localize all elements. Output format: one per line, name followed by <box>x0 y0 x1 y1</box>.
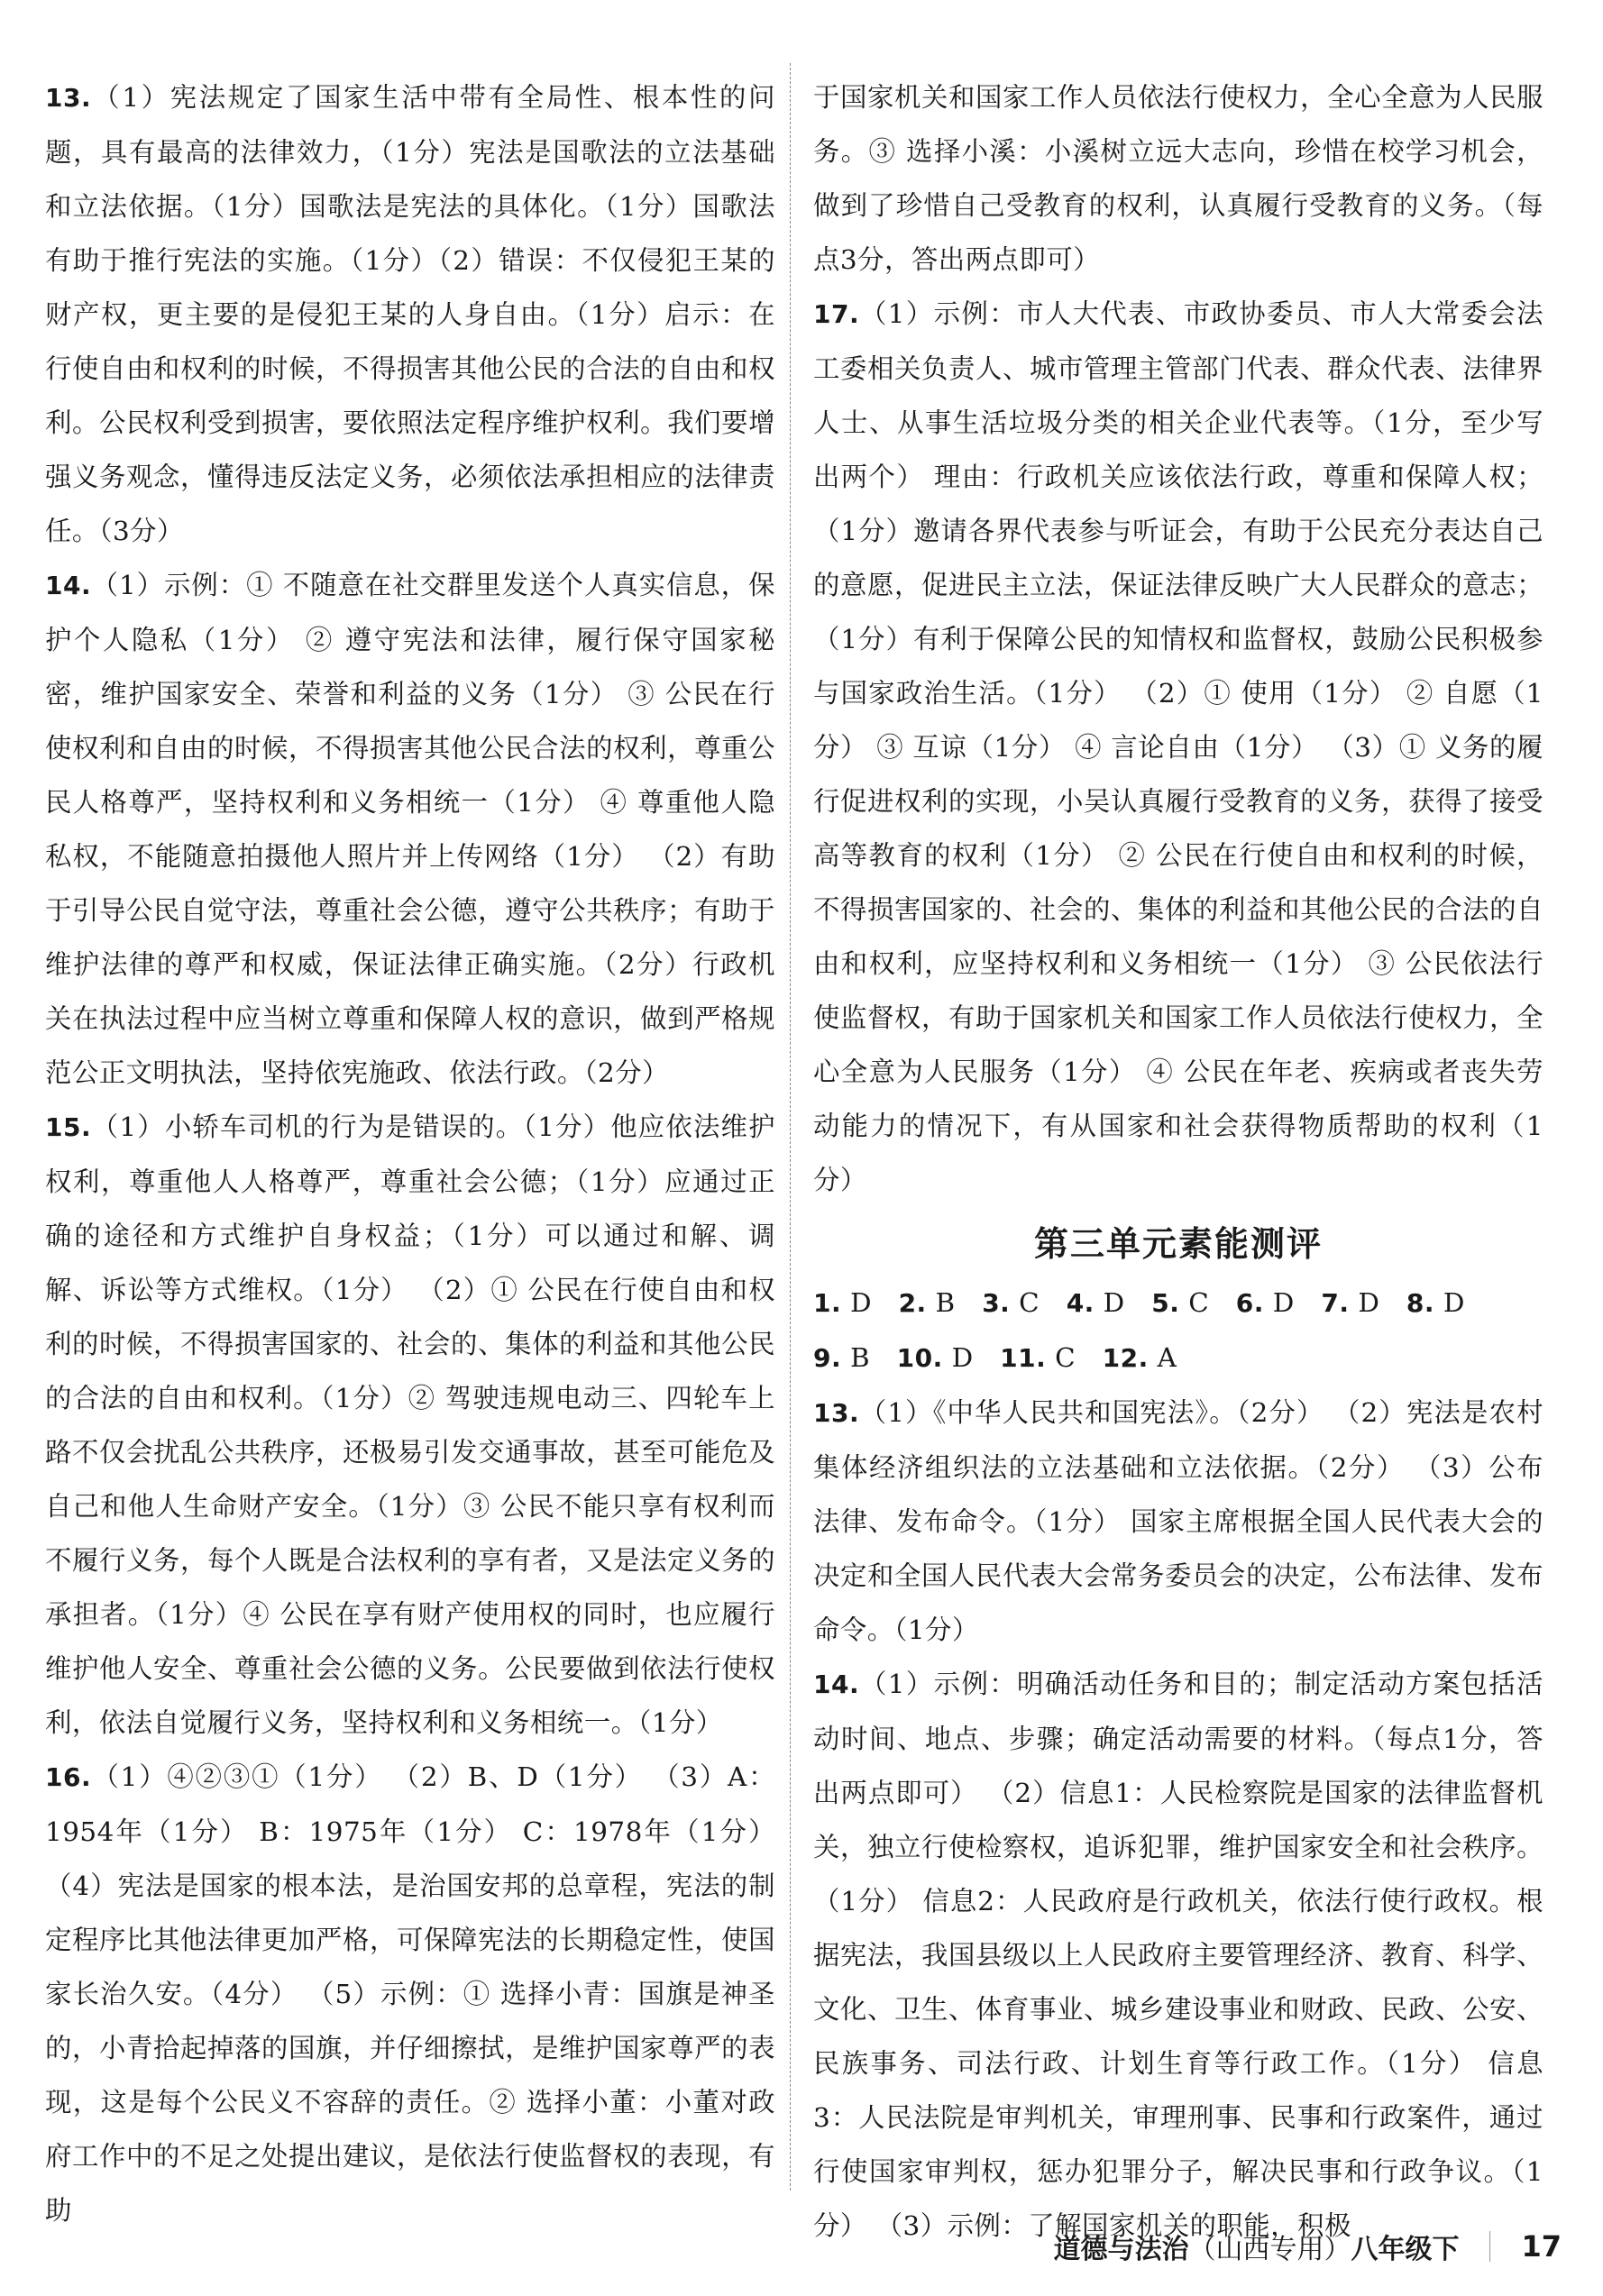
answer-17: 17.（1）示例：市人大代表、市政协委员、市人大常委会法工委相关负责人、城市管理主管部门代表、群众代表、法律界人士、从事生活垃圾分类的相关企业代表等。（1分，至少写出两个） 理由：行政机关应该依法行政，尊重和保障人权；（1分）邀请各界代表参与听证会，有助于公民充分表达自己的意愿，促进民主立法，保证法律反映广大人民群众的意志；（1分）有利于保障公民的知情权和监督权，鼓励公民积极参与国家政治生活。（1分） （2）① 使用（1分） ② 自愿（1分） ③ 互谅（1分） ④ 言论自由（1分） （3）① 义务的履行促进权利的实现，小吴认真履行受教育的义务，获得了接受高等教育的权利（1分） ② 公民在行使自由和权利的时候，不得损害国家的、社会的、集体的利益和其他公民的合法的自由和权利，应坚持权利和义务相统一（1分） ③ 公民依法行使监督权，有助于国家机关和国家工作人员依法行使权力，全心全意为人民服务（1分） ④ 公民在年老、疾病或者丧失劳动能力的情况下，有从国家和社会获得物质帮助的权利（1分） <box>813 298 1543 1195</box>
answer-13: 13.（1）宪法规定了国家生活中带有全局性、根本性的问题，具有最高的法律效力，（1分）宪法是国歌法的立法基础和立法依据。（1分）国歌法是宪法的具体化。（1分）国歌法有助于推行宪法的实施。（1分）（2）错误：不仅侵犯王某的财产权，更主要的是侵犯王某的人身自由。（1分）启示：在行使自由和权利的时候，不得损害其他公民的合法的自由和权利。公民权利受到损害，要依照法定程序维护权利。我们要增强义务观念，懂得违反法定义务，必须依法承担相应的法律责任。（3分） <box>45 82 775 546</box>
footer-subject: 道德与法治 <box>1053 2234 1189 2265</box>
right-column <box>813 70 1543 2253</box>
answer-15: 15.（1）小轿车司机的行为是错误的。（1分）他应依法维护权利，尊重他人人格尊严，尊重社会公德；（1分）应通过正确的途径和方式维护自身权益；（1分）可以通过和解、调解、诉讼等方式维权。（1分） （2）① 公民在行使自由和权利的时候，不得损害国家的、社会的、集体的利益和其他公民的合法的自由和权利。（1分）② 驾驶违规电动三、四轮车上路不仅会扰乱公共秩序，还极易引发交通事故，甚至可能危及自己和他人生命财产安全。（1分）③ 公民不能只享有权利而不履行义务，每个人既是合法权利的享有者，又是法定义务的承担者。（1分）④ 公民在享有财产使用权的同时，也应履行维护他人安全、尊重社会公德的义务。公民要做到依法行使权利，依法自觉履行义务，坚持权利和义务相统一。（1分） <box>45 1111 775 1738</box>
unit3-answer-14: 14.（1）示例：明确活动任务和目的；制定活动方案包括活动时间、地点、步骤；确定活动需要的材料。（每点1分，答出两点即可） （2）信息1：人民检察院是国家的法律监督机关，独立行使检察权，追诉犯罪，维护国家安全和社会秩序。（1分） 信息2：人民政府是行政机关，依法行使行政权。根据宪法，我国县级以上人民政府主要管理经济、教育、科学、文化、卫生、体育事业、城乡建设事业和财政、民政、公安、民族事务、司法行政、计划生育等行政工作。（1分） 信息3：人民法院是审判机关，审理刑事、民事和行政案件，通过行使国家审判权，惩办犯罪分子，解决民事和行政争议。（1分） （3）示例：了解国家机关的职能，积极 <box>813 1669 1543 2241</box>
page-number: 17 <box>1521 2229 1562 2264</box>
section-title: 第三单元素能测评 <box>1033 1224 1323 1264</box>
footer-separator <box>1489 2231 1490 2262</box>
unit3-answer-13: 13.（1）《中华人民共和国宪法》。（2分） （2）宪法是农村集体经济组织法的立法基础和立法依据。（2分） （3）公布法律、发布命令。（1分） 国家主席根据全国人民代表大会的决定和全国人民代表大会常务委员会的决定，公布法律、发布命令。（1分） <box>813 1397 1543 1645</box>
mc-answers-row-1: 1. D 2. B 3. C 4. D 5. C 6. D 7. D 8. D <box>813 1287 1465 1318</box>
column-divider <box>790 63 791 2191</box>
footer-region: （山西专用） <box>1188 2234 1351 2265</box>
footer-grade: 八年级下 <box>1351 2234 1460 2265</box>
answer-14: 14.（1）示例：① 不随意在社交群里发送个人真实信息，保护个人隐私（1分） ② 遵守宪法和法律，履行保守国家秘密，维护国家安全、荣誉和利益的义务（1分） ③ 公民在行使权利和自由的时候，不得损害其他公民合法的权利，尊重公民人格尊严，坚持权利和义务相统一（1分） ④ 尊重他人隐私权，不能随意拍摄他人照片并上传网络（1分） （2）有助于引导公民自觉守法，尊重社会公德，遵守公共秩序；有助于维护法律的尊严和权威，保证法律正确实施。（2分）行政机关在执法过程中应当树立尊重和保障人权的意识，做到严格规范公正文明执法，坚持依宪施政、依法行政。（2分） <box>45 570 775 1088</box>
page-footer <box>1053 2227 1562 2266</box>
answer-16-continued: 于国家机关和国家工作人员依法行使权力，全心全意为人民服务。③ 选择小溪：小溪树立远大志向，珍惜在校学习机会，做到了珍惜自己受教育的权利，认真履行受教育的义务。（每点3分，答出两点即可） <box>813 82 1543 275</box>
answer-16: 16.（1）④②③①（1分） （2）B、D（1分） （3）A：1954年（1分） B：1975年（1分） C：1978年（1分） （4）宪法是国家的根本法，是治国安邦的总章程，宪法的制定程序比其他法律更加严格，可保障宪法的长期稳定性，使国家长治久安。（4分） （5）示例：① 选择小青：国旗是神圣的，小青拾起掉落的国旗，并仔细擦拭，是维护国家尊严的表现，这是每个公民义不容辞的责任。② 选择小董：小董对政府工作中的不足之处提出建议，是依法行使监督权的表现，有助 <box>45 1761 775 2226</box>
mc-answers-row-2: 9. B 10. D 11. C 12. A <box>813 1342 1177 1373</box>
left-column <box>45 70 775 2237</box>
